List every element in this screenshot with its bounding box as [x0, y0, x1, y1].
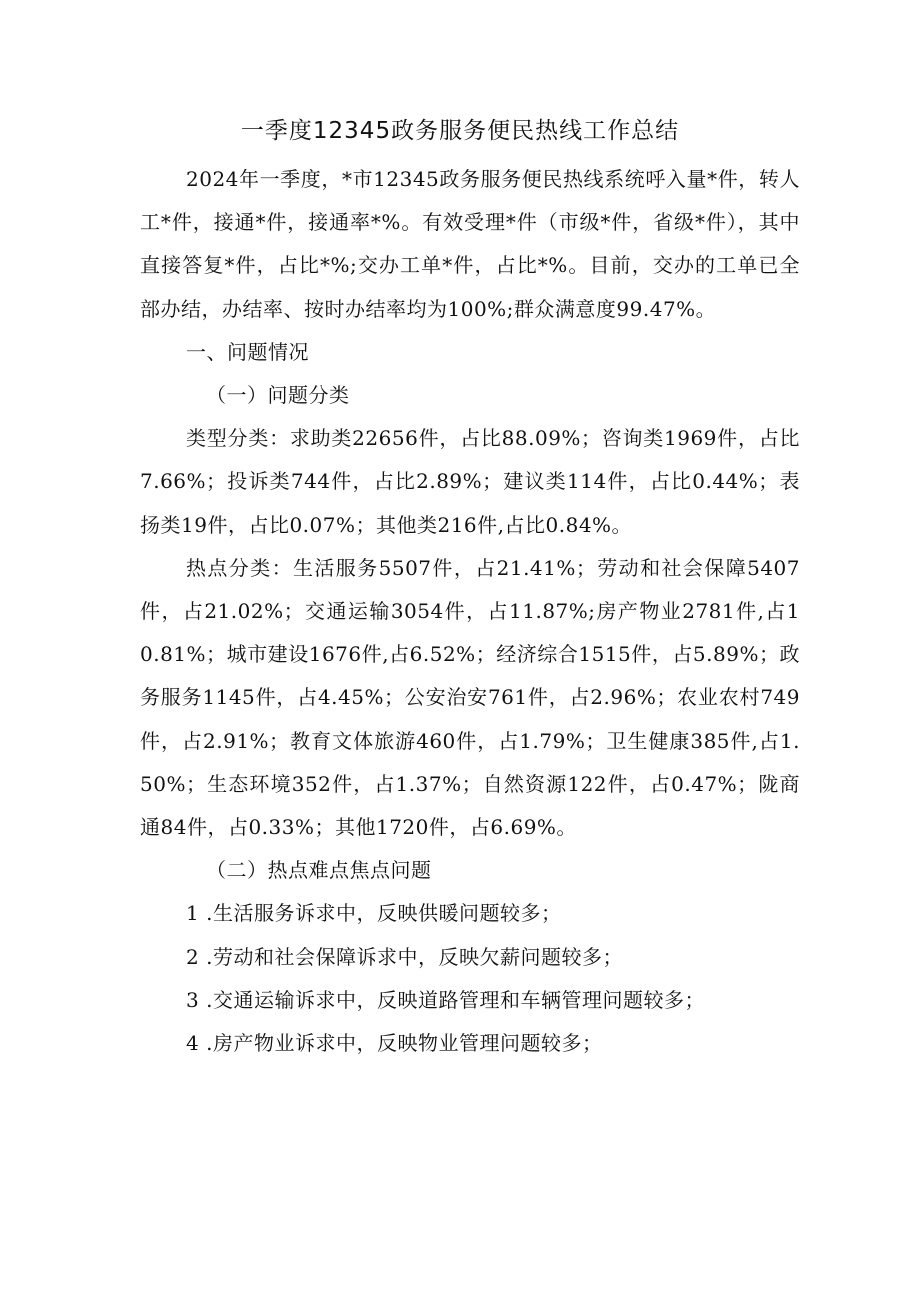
subsection-heading-classification: （一）问题分类	[206, 383, 350, 408]
hot-issue-item-4: 4 .房产物业诉求中，反映物业管理问题较多；	[186, 1031, 603, 1056]
summary-paragraph: 2024年一季度，*市12345政务服务便民热线系统呼入量*件，转人工*件，接通*件，接通率*%。有效受理*件（市级*件，省级*件），其中直接答复*件，占比*%;交办工单*件，占比*%。目前，交办的工单已全部办结，办结率、按时办结率均为100%;群众满意度99.47%。	[140, 167, 800, 321]
document-body	[140, 158, 800, 1065]
subsection-heading-hot-issues: （二）热点难点焦点问题	[206, 858, 432, 883]
hotspot-classification-paragraph: 热点分类：生活服务5507件，占21.41%；劳动和社会保障5407件，占21.02%；交通运输3054件，占11.87%;房产物业2781件,占10.81%；城市建设1676件,占6.52%；经济综合1515件，占5.89%；政务服务1145件，占4.45%；公安治安761件，占2.96%；农业农村749件，占2.91%；教育文体旅游460件，占1.79%；卫生健康385件,占1.50%；生态环境352件，占1.37%；自然资源122件，占0.47%；陇商通84件，占0.33%；其他1720件，占6.69%。	[140, 555, 800, 840]
hot-issue-item-2: 2 .劳动和社会保障诉求中，反映欠薪问题较多；	[186, 944, 623, 969]
hot-issue-item-3: 3 .交通运输诉求中，反映道路管理和车辆管理问题较多；	[186, 987, 705, 1012]
hot-issue-item-1: 1 .生活服务诉求中，反映供暖问题较多；	[186, 901, 562, 926]
type-classification-paragraph: 类型分类：求助类22656件，占比88.09%；咨询类1969件，占比7.66%；投诉类744件，占比2.89%；建议类114件，占比0.44%；表扬类19件，占比0.07%；其他类216件,占比0.84%。	[140, 426, 800, 537]
section-heading-problems: 一、问题情况	[186, 339, 309, 364]
document-title: 一季度12345政务服务便民热线工作总结	[240, 118, 680, 144]
